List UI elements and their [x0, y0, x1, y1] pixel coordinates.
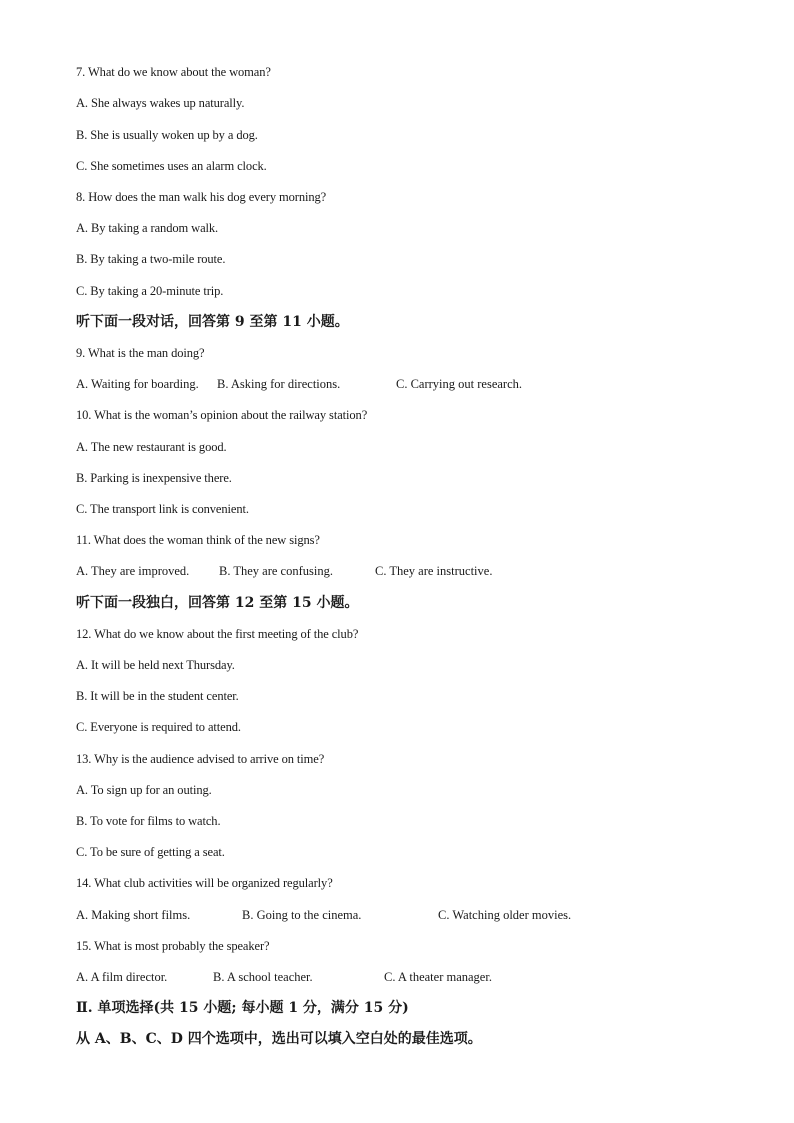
q15-option-c: C. A theater manager. [384, 970, 492, 984]
part-2-title: Ⅱ. 单项选择(共 15 小题; 每小题 1 分，满分 15 分) [76, 1000, 409, 1016]
q9-option-a: A. Waiting for boarding. [76, 377, 199, 391]
question-10: 10. What is the woman’s opinion about the railway station? [76, 408, 368, 422]
q11-options [76, 563, 776, 579]
q13-option-a: A. To sign up for an outing. [76, 783, 212, 797]
q7-option-a: A. She always wakes up naturally. [76, 96, 245, 110]
section-heading-12-15: 听下面一段独白，回答第 12 至第 15 小题。 [76, 595, 359, 611]
q12-option-a: A. It will be held next Thursday. [76, 658, 235, 672]
q8-option-b: B. By taking a two-mile route. [76, 252, 226, 266]
section-heading-9-11: 听下面一段对话，回答第 9 至第 11 小题。 [76, 314, 349, 330]
q15-options [76, 969, 776, 985]
q13-option-c: C. To be sure of getting a seat. [76, 845, 225, 859]
question-14: 14. What club activities will be organized regularly? [76, 876, 333, 890]
q9-options [76, 376, 776, 392]
question-7: 7. What do we know about the woman? [76, 65, 271, 79]
q9-option-c: C. Carrying out research. [396, 377, 523, 391]
q10-option-a: A. The new restaurant is good. [76, 440, 227, 454]
part-2-instruction: 从 A、B、C、D 四个选项中，选出可以填入空白处的最佳选项。 [76, 1031, 482, 1047]
q14-option-c: C. Watching older movies. [438, 908, 572, 922]
q11-option-a: A. They are improved. [76, 564, 190, 578]
q10-option-b: B. Parking is inexpensive there. [76, 471, 232, 485]
q13-option-b: B. To vote for films to watch. [76, 814, 221, 828]
question-9: 9. What is the man doing? [76, 346, 205, 360]
question-12: 12. What do we know about the first meeting of the club? [76, 627, 359, 641]
q14-option-b: B. Going to the cinema. [242, 908, 362, 922]
q14-options [76, 907, 776, 923]
q10-option-c: C. The transport link is convenient. [76, 502, 249, 516]
question-8: 8. How does the man walk his dog every morning? [76, 190, 327, 204]
question-11: 11. What does the woman think of the new signs? [76, 533, 320, 547]
q7-option-c: C. She sometimes uses an alarm clock. [76, 159, 267, 173]
q12-option-b: B. It will be in the student center. [76, 689, 239, 703]
question-15: 15. What is most probably the speaker? [76, 939, 270, 953]
q11-option-b: B. They are confusing. [219, 564, 333, 578]
q12-option-c: C. Everyone is required to attend. [76, 720, 241, 734]
q15-option-a: A. A film director. [76, 970, 168, 984]
q9-option-b: B. Asking for directions. [217, 377, 341, 391]
q14-option-a: A. Making short films. [76, 908, 191, 922]
q8-option-c: C. By taking a 20-minute trip. [76, 284, 224, 298]
question-13: 13. Why is the audience advised to arrive on time? [76, 752, 325, 766]
q15-option-b: B. A school teacher. [213, 970, 313, 984]
q7-option-b: B. She is usually woken up by a dog. [76, 128, 258, 142]
q8-option-a: A. By taking a random walk. [76, 221, 219, 235]
q11-option-c: C. They are instructive. [375, 564, 493, 578]
